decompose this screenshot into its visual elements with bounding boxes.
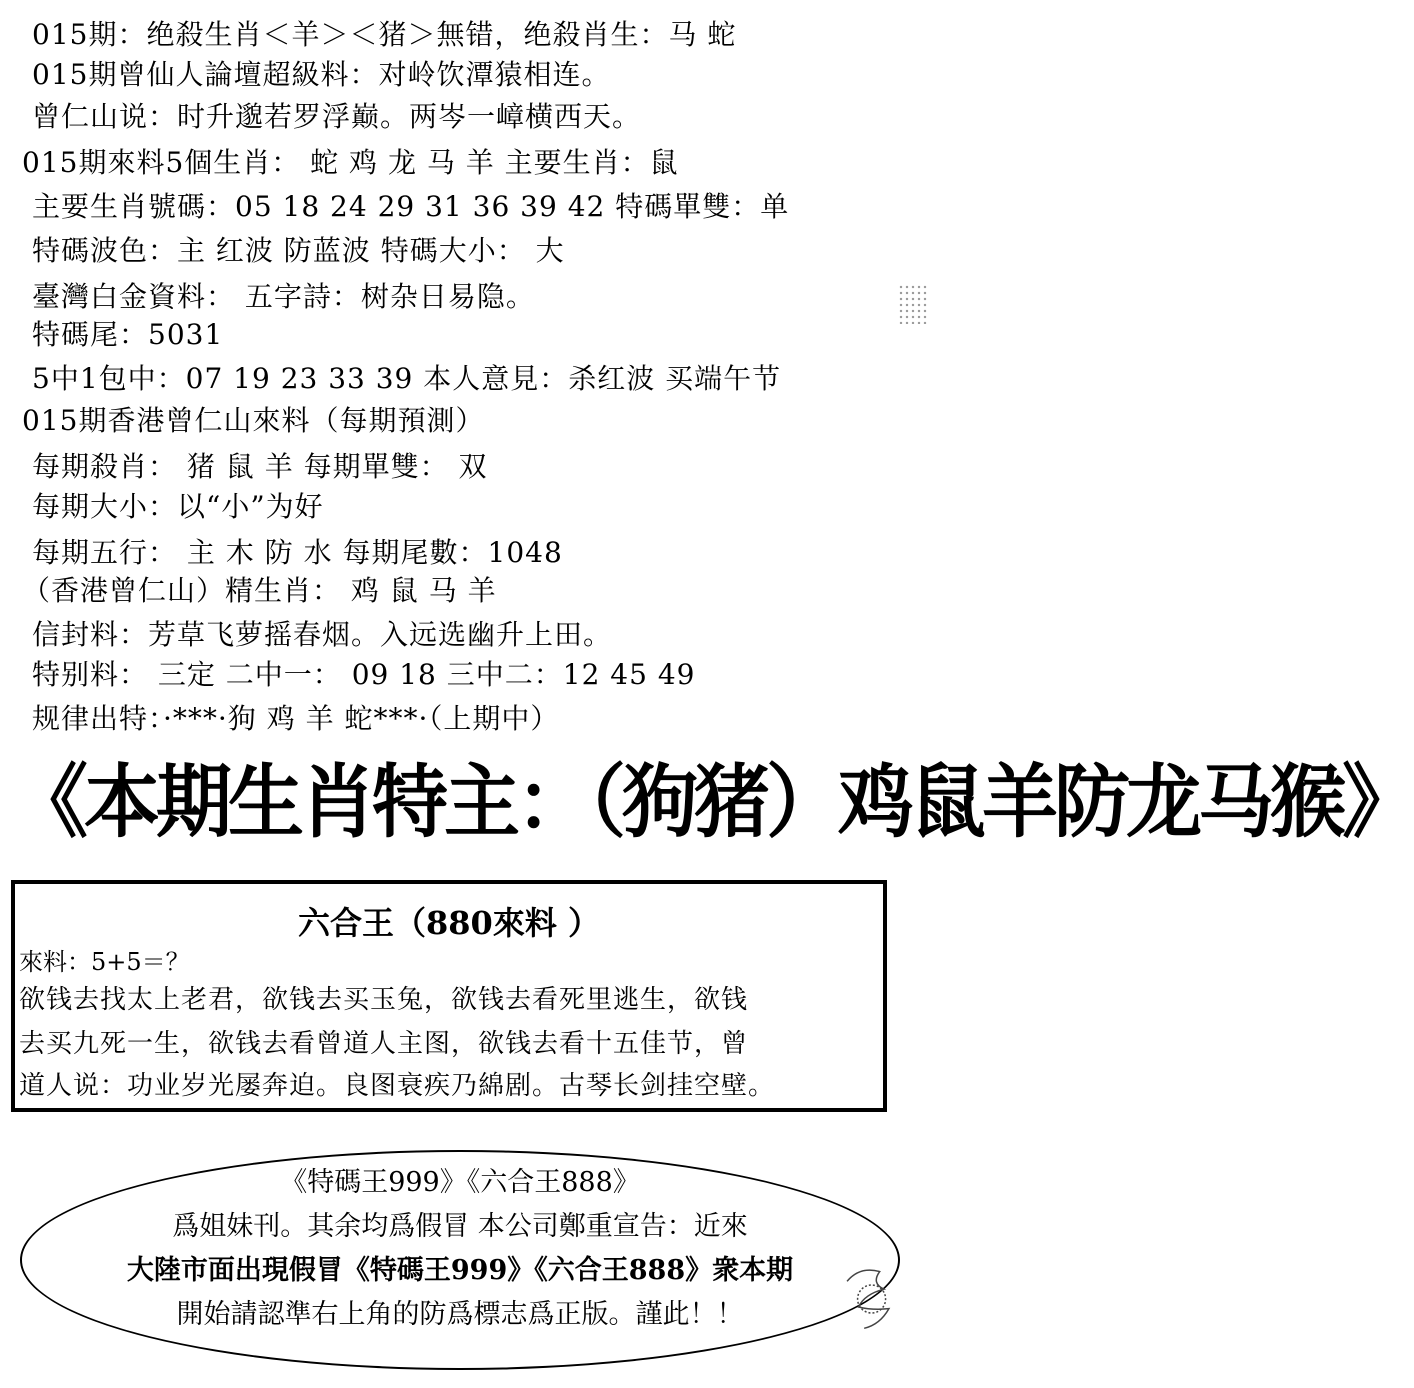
notice-line-3: 大陸市面出現假冒《特碼王999》《六合王888》衆本期 (126, 1255, 794, 1286)
line-zeng-says: 曾仁山说：时升邈若罗浮巅。两岑一嶂横西天。 (32, 100, 642, 133)
line-five-in-one: 5中1包中：07 19 23 33 39 本人意見：杀红波 买端午节 (32, 362, 782, 395)
line-tail: 特碼尾：5031 (32, 318, 224, 351)
line-main-numbers: 主要生肖號碼：05 18 24 29 31 36 39 42 特碼單雙：单 (32, 190, 790, 223)
box-line-2: 去买九死一生，欲钱去看曾道人主图，欲钱去看十五佳节，曾 (19, 1029, 749, 1059)
box-source: 來料：5+5＝？ (19, 948, 190, 976)
box-title: 六合王（880來料 ） (298, 904, 600, 942)
notice-line-2: 爲姐妹刊。其余均爲假冒 本公司鄭重宣告：近來 (172, 1211, 748, 1242)
liuhe-box (11, 880, 887, 1112)
box-line-1: 欲钱去找太上老君，欲钱去买玉兔，欲钱去看死里逃生，欲钱 (19, 985, 749, 1015)
line-fine-zodiac: （香港曾仁山）精生肖： 鸡 鼠 马 羊 (22, 574, 497, 607)
line-issue-kill: 015期：绝殺生肖＜羊＞＜猪＞無错，绝殺肖生：马 蛇 (32, 18, 737, 51)
notice-line-1: 《特碼王999》《六合王888》 (280, 1167, 640, 1198)
line-envelope: 信封料：芳草飞萝摇春烟。入远选幽升上田。 (32, 618, 613, 651)
line-five-zodiac: 015期來料5個生肖： 蛇 鸡 龙 马 羊 主要生肖：鼠 (22, 146, 679, 179)
line-taiwan: 臺灣白金資料： 五字詩：树杂日易隐。 (32, 280, 535, 313)
box-line-3: 道人说：功业岁光屡奔迫。良图衰疾乃綿剧。古琴长剑挂空壁。 (19, 1071, 776, 1101)
headline-banner: 《本期生肖特主：（狗猪）鸡鼠羊防龙马猴》 (12, 754, 1414, 849)
notice-line-4: 開始請認準右上角的防爲標志爲正版。謹此！！ (176, 1299, 744, 1330)
line-size: 每期大小：以“小”为好 (32, 490, 324, 523)
line-kill-zodiac: 每期殺肖： 猪 鼠 羊 每期單雙： 双 (32, 450, 488, 483)
line-forum: 015期曾仙人論壇超級料：对岭饮潭猿相连。 (32, 58, 611, 91)
line-hk-source: 015期香港曾仁山來料（每期預測） (22, 404, 485, 437)
notice-oval (20, 1150, 900, 1370)
line-pattern: 规律出特：·***·狗 鸡 羊 蛇***·（上期中） (32, 702, 560, 735)
line-wave-color: 特碼波色：主 红波 防蓝波 特碼大小： 大 (32, 234, 565, 267)
line-special: 特别料： 三定 二中一： 09 18 三中二：12 45 49 (32, 658, 696, 691)
line-five-elements: 每期五行： 主 木 防 水 每期尾數：1048 (32, 536, 563, 569)
scan-noise-dots (898, 284, 928, 324)
